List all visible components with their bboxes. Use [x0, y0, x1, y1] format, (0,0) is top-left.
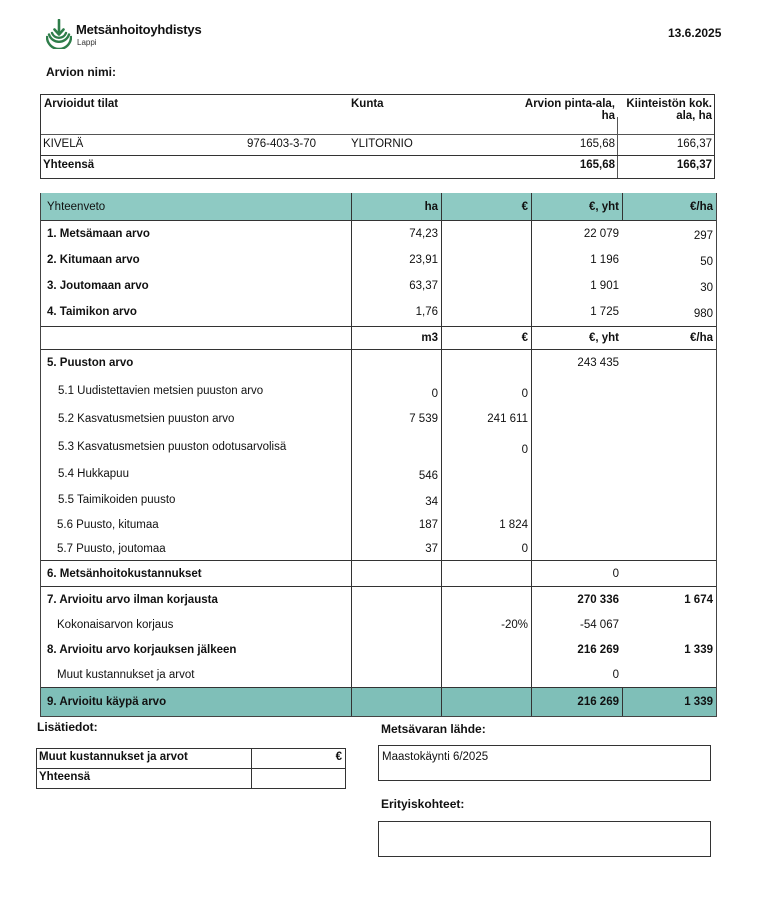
property-name: KIVELÄ	[43, 138, 84, 150]
tree-row-eur: 1 824	[499, 518, 528, 531]
forest-management-costs-row	[41, 561, 716, 586]
tree-row	[41, 461, 716, 487]
property-kok-ala: 166,37	[676, 138, 712, 150]
subheader-eur-per-ha: €/ha	[689, 332, 713, 344]
value-uncorrected-eur-total: 270 336	[577, 593, 619, 606]
subheader-m3: m3	[421, 332, 438, 344]
land-row-ha: 74,23	[409, 228, 438, 240]
brand-name: Metsänhoitoyhdistys	[76, 22, 202, 37]
header-pinta-ala	[525, 98, 615, 122]
tree-row	[41, 537, 716, 560]
value-corrected-eur-total: 216 269	[577, 644, 619, 656]
tree-row-label: 5.1 Uudistettavien metsien puuston arvo	[58, 385, 264, 397]
value-corrected-label: 8. Arvioitu arvo korjauksen jälkeen	[47, 644, 237, 656]
tree-total-label: 5. Puuston arvo	[47, 357, 134, 369]
properties-table	[40, 94, 715, 179]
correction-label: Kokonaisarvon korjaus	[57, 618, 174, 631]
land-row-label: 2. Kitumaan arvo	[47, 254, 140, 266]
property-kunta: YLITORNIO	[351, 138, 413, 150]
tree-total-eur-total: 243 435	[577, 357, 619, 369]
forest-data-source-value: Maastokäynti 6/2025	[382, 751, 489, 763]
header-tilat: Arvioidut tilat	[44, 98, 119, 110]
summary-header-row	[41, 193, 716, 220]
tree-row-eur: 0	[521, 542, 528, 555]
tree-row-m3: 0	[431, 388, 438, 400]
summary-header-eur: €	[521, 200, 528, 213]
total-label: Yhteensä	[43, 159, 95, 171]
header-kok-ala-line2: ala, ha	[676, 110, 712, 122]
tree-row-eur: 0	[521, 444, 528, 456]
land-row-eur-per-ha: 980	[693, 308, 713, 320]
tree-row-label: 5.4 Hukkapuu	[58, 468, 129, 480]
header-kunta: Kunta	[351, 98, 384, 110]
special-sites-label: Erityiskohteet:	[381, 797, 465, 811]
additional-row-label: Muut kustannukset ja arvot	[39, 751, 188, 763]
property-pinta-ala: 165,68	[579, 138, 615, 150]
property-id: 976-403-3-70	[247, 138, 317, 150]
fair-value-label: 9. Arvioitu käypä arvo	[47, 696, 167, 708]
subheader-eur: €	[521, 332, 528, 344]
header-pinta-ala-line2: ha	[601, 110, 615, 122]
land-row	[41, 221, 716, 247]
tree-row-m3: 34	[425, 495, 438, 508]
tree-row-label: 5.6 Puusto, kitumaa	[57, 518, 159, 531]
tree-row-label: 5.3 Kasvatusmetsien puuston odotusarvolisä	[58, 441, 287, 453]
tree-row-m3: 7 539	[409, 413, 438, 425]
costs-eur-total: 0	[612, 567, 619, 580]
land-row-eur-per-ha: 30	[700, 282, 713, 294]
land-row-eur-total: 22 079	[583, 228, 619, 240]
brand-region: Lappi	[77, 38, 97, 47]
total-kok-ala: 166,37	[676, 159, 712, 171]
mhy-logo-icon	[46, 19, 72, 49]
additional-row	[37, 768, 345, 788]
summary-header-label: Yhteenveto	[47, 200, 106, 213]
correction-row	[41, 612, 716, 637]
other-costs-eur-total: 0	[612, 669, 619, 681]
tree-row-label: 5.2 Kasvatusmetsien puuston arvo	[58, 413, 235, 425]
fair-value-eur-total: 216 269	[577, 696, 619, 708]
tree-subheader-row	[41, 327, 716, 349]
land-row-ha: 63,37	[409, 280, 438, 292]
land-row-label: 3. Joutomaan arvo	[47, 280, 149, 292]
tree-row-m3: 187	[418, 518, 438, 531]
land-row-label: 1. Metsämaan arvo	[47, 228, 150, 240]
tree-row	[41, 512, 716, 537]
header-pinta-ala-line1: Arvion pinta-ala,	[524, 98, 615, 110]
value-uncorrected-row	[41, 587, 716, 612]
land-row	[41, 247, 716, 273]
costs-label: 6. Metsänhoitokustannukset	[47, 567, 202, 580]
value-uncorrected-eur-per-ha: 1 674	[684, 593, 713, 606]
tree-row-eur: 0	[521, 388, 528, 400]
properties-total-row	[41, 155, 714, 178]
additional-row-label: Yhteensä	[39, 771, 91, 783]
other-costs-label: Muut kustannukset ja arvot	[57, 669, 195, 681]
header-kok-ala-line1: Kiinteistön kok.	[626, 98, 712, 110]
land-row-eur-total: 1 725	[590, 306, 619, 318]
tree-row-m3: 37	[425, 542, 438, 555]
value-uncorrected-label: 7. Arvioitu arvo ilman korjausta	[47, 593, 218, 606]
land-row	[41, 273, 716, 299]
land-row-eur-total: 1 901	[590, 280, 619, 292]
summary-table	[40, 193, 717, 717]
header-kok-ala	[626, 98, 712, 122]
tree-row-eur: 241 611	[487, 413, 528, 425]
document-date: 13.6.2025	[668, 26, 722, 40]
correction-percent: -20%	[501, 618, 528, 631]
forest-data-source-label: Metsävaran lähde:	[381, 722, 486, 736]
land-row-eur-total: 1 196	[590, 254, 619, 266]
additional-info-label: Lisätiedot:	[37, 720, 98, 734]
subheader-eur-total: €, yht	[588, 332, 619, 344]
tree-row-m3: 546	[418, 470, 438, 482]
summary-header-eur-per-ha: €/ha	[689, 200, 713, 213]
tree-row	[41, 377, 716, 405]
value-corrected-eur-per-ha: 1 339	[684, 644, 713, 656]
land-row-label: 4. Taimikon arvo	[47, 306, 137, 318]
evaluation-name-label: Arvion nimi:	[46, 65, 117, 79]
correction-eur-total: -54 067	[579, 618, 619, 631]
land-row-ha: 23,91	[409, 254, 438, 266]
additional-row	[37, 749, 345, 768]
land-row-ha: 1,76	[415, 306, 438, 318]
tree-total-row	[41, 350, 716, 376]
additional-info-table	[36, 748, 346, 789]
value-corrected-row	[41, 637, 716, 663]
tree-row	[41, 405, 716, 433]
land-row-eur-per-ha: 50	[700, 256, 713, 268]
fair-value-row	[41, 688, 716, 716]
special-sites-box[interactable]	[378, 821, 711, 857]
tree-row-label: 5.7 Puusto, joutomaa	[57, 542, 166, 555]
summary-header-eur-total: €, yht	[588, 200, 619, 213]
total-pinta-ala: 165,68	[579, 159, 615, 171]
properties-header-row	[41, 95, 714, 135]
land-row-eur-per-ha: 297	[693, 230, 713, 242]
summary-header-ha: ha	[424, 200, 438, 213]
forest-data-source-box[interactable]	[378, 745, 711, 781]
other-costs-row	[41, 663, 716, 687]
tree-row	[41, 487, 716, 512]
fair-value-eur-per-ha: 1 339	[684, 696, 713, 708]
land-row	[41, 299, 716, 325]
additional-row-value[interactable]: €	[335, 751, 342, 763]
tree-row-label: 5.5 Taimikoiden puusto	[58, 493, 176, 506]
tree-row	[41, 433, 716, 461]
property-row	[41, 135, 714, 155]
